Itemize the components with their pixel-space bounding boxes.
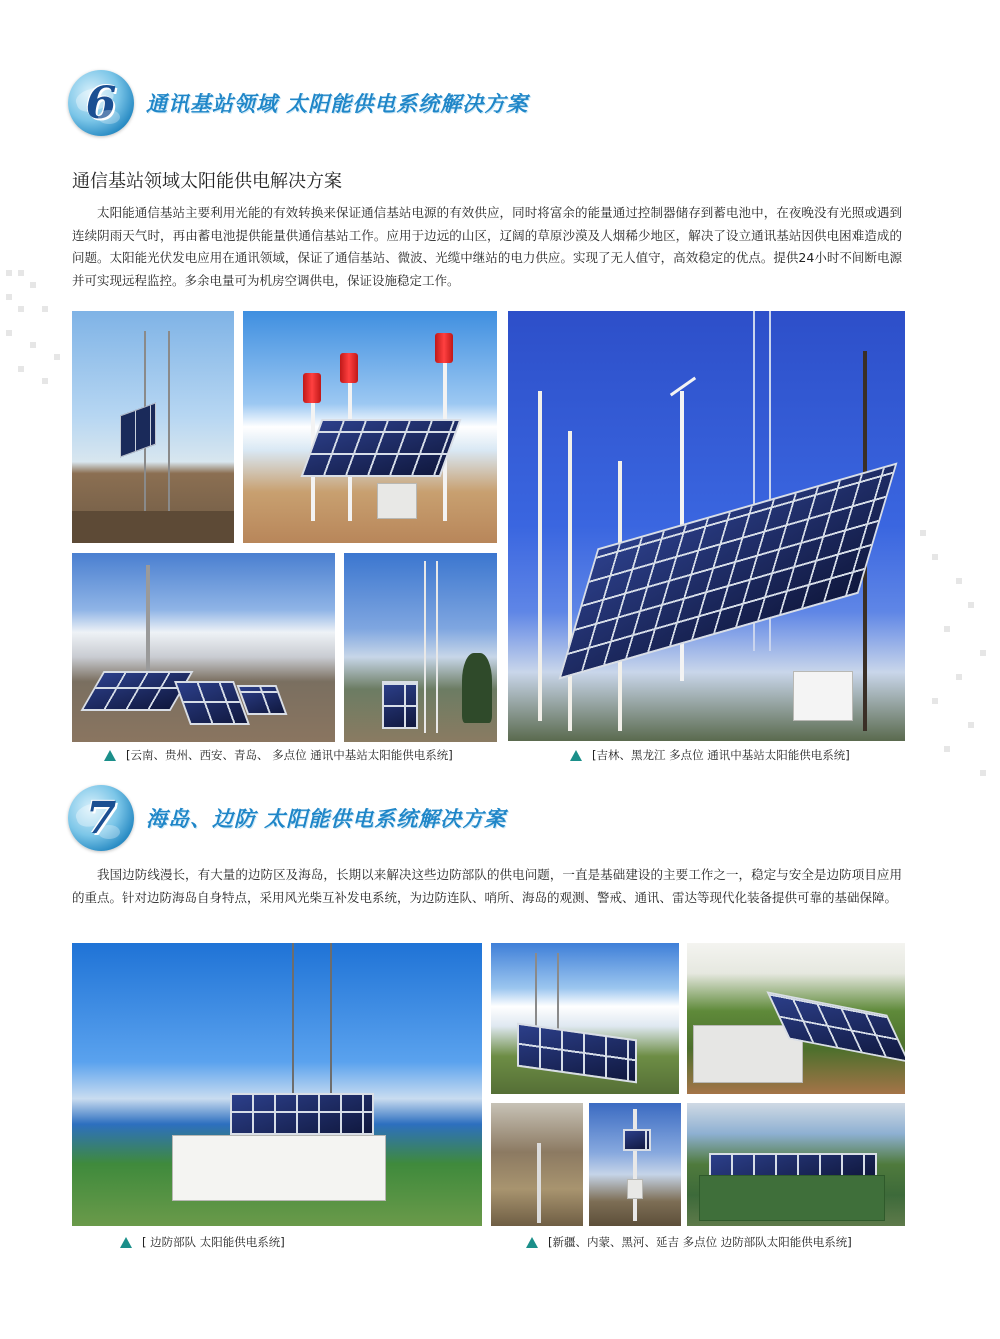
background-dots-right (910, 520, 1000, 780)
caption-text: [ 边防部队 太阳能供电系统] (142, 1235, 285, 1249)
photo-cliff-wind-turbine (491, 1103, 583, 1226)
triangle-icon (120, 1237, 132, 1248)
photo-monitoring-mast (589, 1103, 681, 1226)
photo-lattice-tower-panel (344, 553, 497, 742)
caption-section-7-right (526, 1234, 852, 1250)
subsection-title: 通信基站领域太阳能供电解决方案 (72, 171, 342, 192)
caption-section-6-left (104, 747, 453, 763)
section-number: 7 (85, 792, 117, 844)
section-title: 通讯基站领域 太阳能供电系统解决方案 (146, 92, 529, 116)
caption-text: [云南、贵州、西安、青岛、 多点位 通讯中基站太阳能供电系统] (126, 748, 453, 762)
globe-icon (68, 70, 134, 136)
caption-section-7-left (120, 1234, 285, 1250)
photo-hill-solar-array (491, 943, 679, 1094)
section-6-header (68, 70, 528, 136)
caption-section-6-right (570, 747, 850, 763)
section-6-paragraph: 太阳能通信基站主要利用光能的有效转换来保证通信基站电源的有效供应，同时将富余的能量通过控制器储存到蓄电池中，在夜晚没有光照或遇到连续阴雨天气时，再由蓄电池提供能量供通信基站工作。应用于边远的山区，辽阔的草原沙漠及人烟稀少地区，解决了设立通讯基站因供电困难造成的问题。太阳能光伏发电应用在通讯领域，保证了通信基站、微波、光缆中继站的电力供应。实现了无人值守，高效稳定的优点。提供24小时不间断电源并可实现远程监控。多余电量可为机房空调供电，保证设施稳定工作。 (72, 205, 902, 288)
caption-text: [新疆、内蒙、黑河、延吉 多点位 边防部队太阳能供电系统] (548, 1235, 852, 1249)
photo-winter-solar-array (508, 311, 905, 741)
section-7-header (68, 785, 506, 851)
photo-wind-solar-hybrid (243, 311, 497, 543)
section-title: 海岛、边防 太阳能供电系统解决方案 (146, 807, 507, 831)
photo-tower-solar-panel (72, 311, 234, 543)
triangle-icon (526, 1237, 538, 1248)
photo-mountain-solar-station (72, 553, 335, 742)
triangle-icon (104, 750, 116, 761)
section-7-paragraph: 我国边防线漫长，有大量的边防区及海岛，长期以来解决这些边防部队的供电问题，一直是基础建设的主要工作之一，稳定与安全是边防项目应用的重点。针对边防海岛自身特点，采用风光柴互补发电系统，为边防连队、哨所、海岛的观测、警戒、通讯、雷达等现代化装备提供可靠的基础保障。 (72, 867, 902, 905)
background-dots-left (0, 260, 70, 400)
caption-text: [吉林、黑龙江 多点位 通讯中基站太阳能供电系统] (592, 748, 850, 762)
photo-coastal-solar-station (72, 943, 482, 1226)
photo-camp-solar-array (687, 1103, 905, 1226)
globe-icon (68, 785, 134, 851)
triangle-icon (570, 750, 582, 761)
photo-cabinets-solar-array (687, 943, 905, 1094)
section-number: 6 (85, 77, 117, 129)
